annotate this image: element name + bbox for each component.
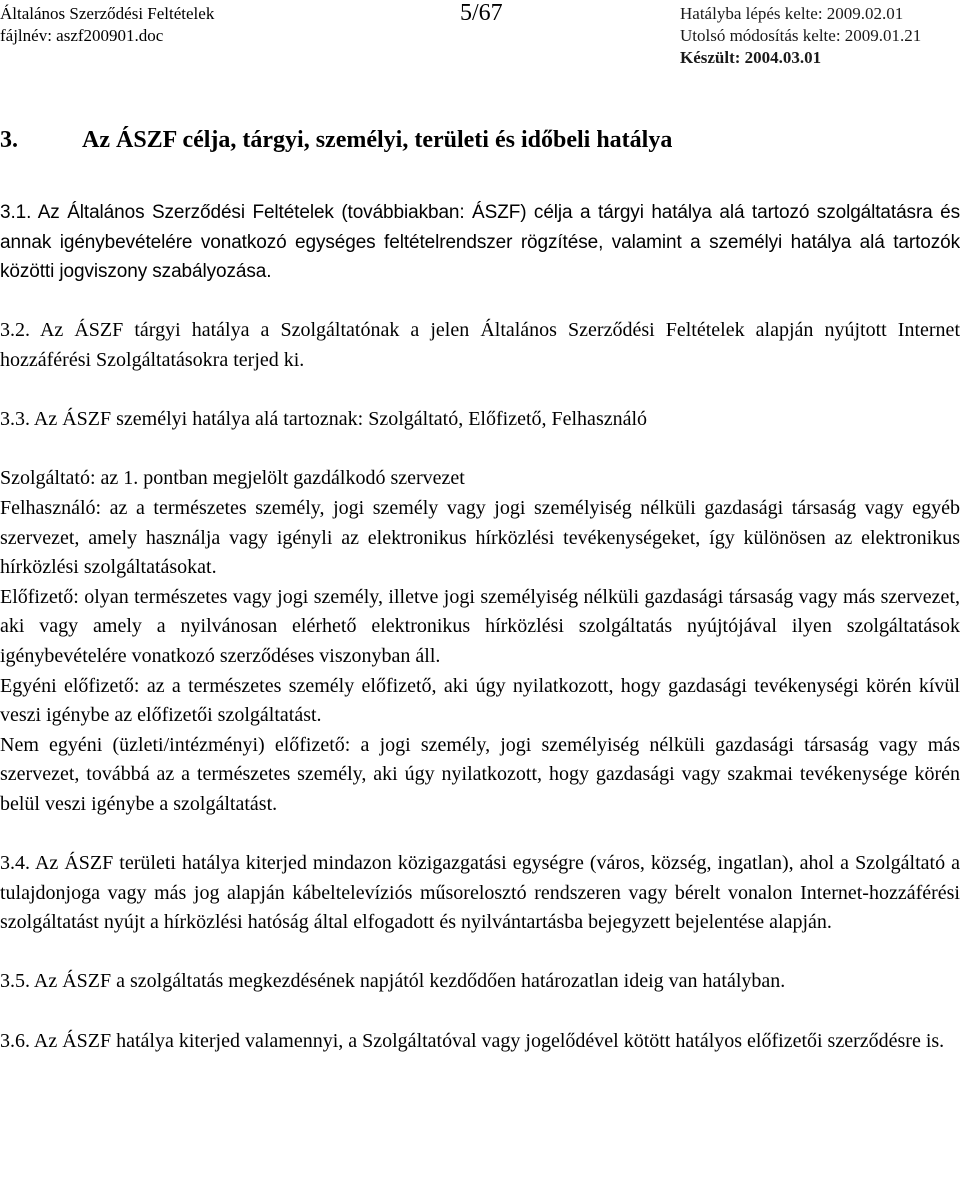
paragraph-3-5: 3.5. Az ÁSZF a szolgáltatás megkezdésének napjától kezdődően határozatlan ideig van hatályban. [0, 970, 786, 993]
paragraph-3-1: 3.1. Az Általános Szerződési Feltételek (továbbiakban: ÁSZF) célja a tárgyi hatálya alá tartozó szolgáltatásra és annak igénybevételére vonatkozó egységes feltételrendszer rögzítése, valamint a személyi hatálya alá tartozók közötti jogviszony szabályozása. [0, 202, 960, 283]
header-effective-date: Hatályba lépés kelte: 2009.02.01 [680, 4, 904, 23]
definition-szolgaltato: Szolgáltató: az 1. pontban megjelölt gazdálkodó szervezet [0, 467, 465, 490]
section-heading [0, 127, 672, 154]
page-header [0, 0, 960, 70]
section-number: 3. [0, 127, 18, 153]
header-right [680, 3, 921, 69]
paragraph-3-2: 3.2. Az ÁSZF tárgyi hatálya a Szolgáltatónak a jelen Általános Szerződési Feltételek alapján nyújtott Internet hozzáférési Szolgáltatásokra terjed ki. [0, 319, 960, 371]
definition-egyeni-elofizeto: Egyéni előfizető: az a természetes személy előfizető, aki úgy nyilatkozott, hogy gazdasági tevékenységi körén kívül veszi igénybe az előfizetői szolgáltatást. [0, 674, 960, 727]
paragraph-3-6: 3.6. Az ÁSZF hatálya kiterjed valamennyi, a Szolgáltatóval vagy jogelődével kötött hatályos előfizetői szerződésre is. [0, 1029, 945, 1052]
page-number: 5/67 [460, 0, 503, 26]
document-body [0, 198, 960, 1056]
header-doc-title: Általános Szerződési Feltételek [0, 4, 215, 23]
definition-nem-egyeni-elofizeto: Nem egyéni (üzleti/intézményi) előfizető: a jogi személy, jogi személyiség nélküli gazdasági társaság vagy más szervezet, továbbá az a természetes személy, aki úgy nyilatkozott, hogy gazdasági vagy szakmai tevékenysége körén belül veszi igénybe a szolgáltatást. [0, 733, 960, 815]
definition-elofizeto: Előfizető: olyan természetes vagy jogi személy, illetve jogi személyiség nélküli gazdasági társaság vagy más szervezet, aki vagy amely a nyilvánosan elérhető elektronikus hírközlési szolgáltatás nyújtójával ilyen szolgáltatások igénybevételére vonatkozó szerződéses viszonyban áll. [0, 585, 960, 667]
header-left [0, 3, 214, 47]
paragraph-3-3: 3.3. Az ÁSZF személyi hatálya alá tartoznak: Szolgáltató, Előfizető, Felhasználó [0, 408, 648, 431]
section-title: Az ÁSZF célja, tárgyi, személyi, területi és időbeli hatálya [82, 127, 673, 153]
header-modified-date: Utolsó módosítás kelte: 2009.01.21 [680, 26, 922, 45]
header-filename: fájlnév: aszf200901.doc [0, 26, 164, 45]
paragraph-3-4: 3.4. Az ÁSZF területi hatálya kiterjed mindazon közigazgatási egységre (város, község, ingatlan), ahol a Szolgáltató a tulajdonjoga vagy más jog alapján kábeltelevíziós műsorelosztó rendszeren vagy bérelt vonalon Internet-hozzáférési szolgáltatást nyújt a hírközlési hatóság által elfogadott és nyilvántartásba bejegyzett bejelentése alapján. [0, 852, 960, 934]
header-created-date: Készült: 2004.03.01 [680, 48, 822, 67]
definition-felhasznalo: Felhasználó: az a természetes személy, jogi személy vagy jogi személyiség nélküli gazdasági társaság vagy egyéb szervezet, amely használja vagy igényli az elektronikus hírközlési tevékenységeket, így különösen az elektronikus hírközlési szolgáltatásokat. [0, 496, 960, 579]
